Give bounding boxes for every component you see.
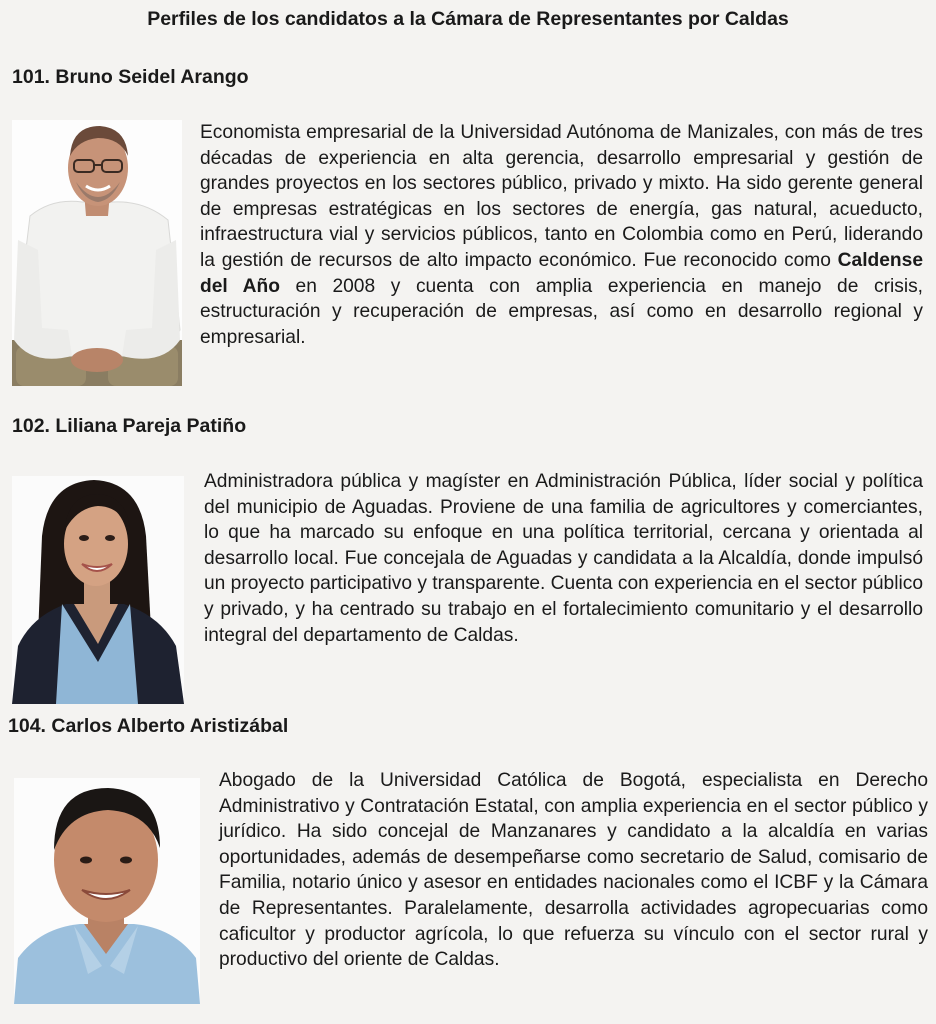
candidate-101-heading: 101. Bruno Seidel Arango — [12, 66, 249, 88]
candidate-102-bio: Administradora pública y magíster en Administración Pública, líder social y política del municipio de Aguadas. Proviene de una familia de agricultores y comerciantes, lo que ha marcado su enfoque en una política territorial, cercana y orientada al desarrollo local. Fue concejala de Aguadas y candidata a la Alcaldía, donde impulsó un proyecto participativo y transparente. Cuenta con experiencia en el sector público y privado, y ha centrado su trabajo en el fortalecimiento comunitario y el desarrollo integral del departamento de Caldas. — [204, 471, 923, 646]
candidate-101-photo — [12, 120, 182, 386]
page-title: Perfiles de los candidatos a la Cámara de Representantes por Caldas — [147, 8, 789, 30]
candidate-104-heading: 104. Carlos Alberto Aristizábal — [8, 715, 289, 737]
candidate-104-bio: Abogado de la Universidad Católica de Bogotá, especialista en Derecho Administrativo y Contratación Estatal, con amplia experiencia en el sector público y jurídico. Ha sido concejal de Manzanares y candidato a la alcaldía en varias oportunidades, además de desempeñarse como secretario de Salud, comisario de Familia, notario único y asesor en entidades nacionales como el ICBF y la Cámara de Representantes. Paralelamente, desarrolla actividades agropecuarias como caficultor y productor agrícola, lo que refuerza su vínculo con el sector rural y productivo del oriente de Caldas. — [219, 770, 928, 971]
candidate-101-award: Caldense del Año — [200, 249, 923, 297]
candidate-102-photo — [12, 476, 184, 704]
candidate-104-photo — [14, 778, 200, 1004]
candidate-102-heading: 102. Liliana Pareja Patiño — [12, 415, 247, 437]
candidate-101-bio: Economista empresarial de la Universidad Autónoma de Manizales, con más de tres décadas de experiencia en alta gerencia, desarrollo empresarial y gestión de grandes proyectos en los sectores público, privado y mixto. Ha sido gerente general de empresas estratégicas en los sectores de energía, gas natural, acueducto, infraestructura vial y servicios públicos, tanto en Colombia como en Perú, liderando la gestión de recursos de alto impacto económico. Fue reconocido como Caldense del Año en 2008 y cuenta con amplia experiencia en manejo de crisis, estructuración y recuperación de empresas, así como en desarrollo regional y empresarial. — [200, 122, 924, 348]
